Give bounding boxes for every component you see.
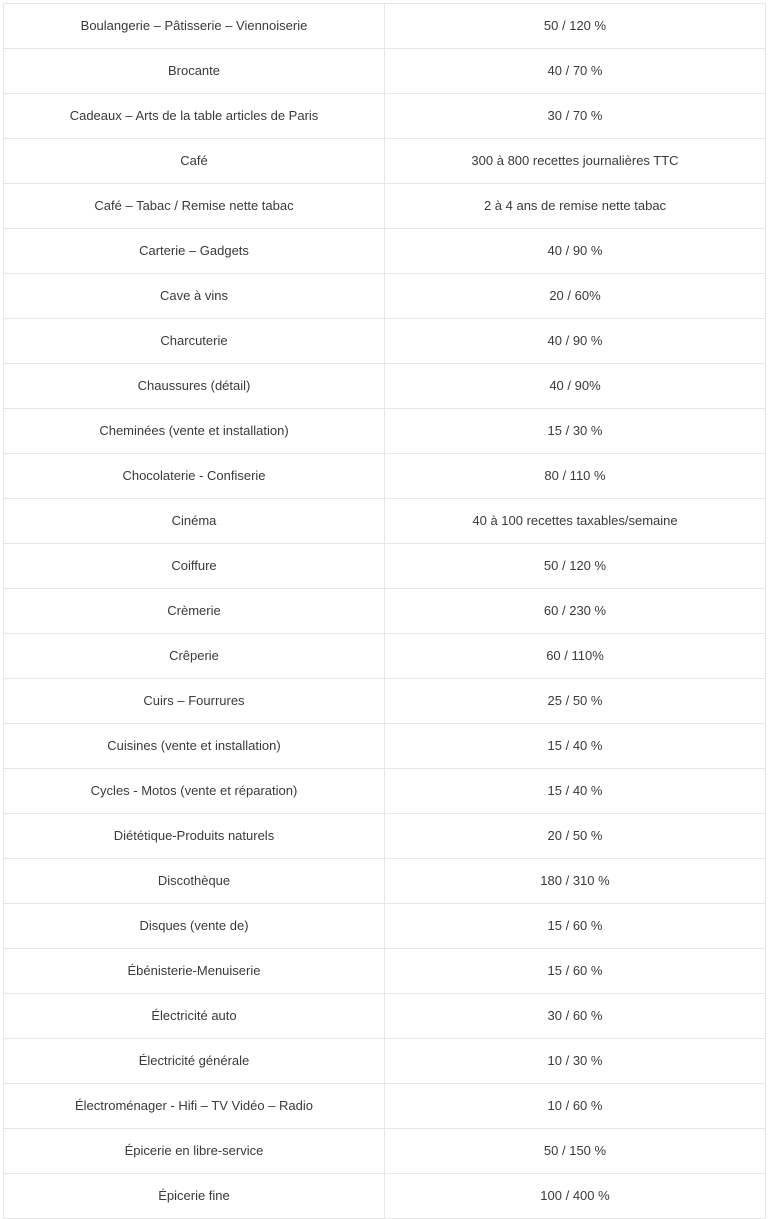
activity-cell: Discothèque <box>4 859 385 904</box>
activity-cell: Brocante <box>4 49 385 94</box>
activity-cell: Cuirs – Fourrures <box>4 679 385 724</box>
table-row <box>4 499 766 544</box>
valuation-cell: 2 à 4 ans de remise nette tabac <box>385 184 766 229</box>
activity-cell: Diététique-Produits naturels <box>4 814 385 859</box>
table-row <box>4 634 766 679</box>
activity-cell: Boulangerie – Pâtisserie – Viennoiserie <box>4 4 385 49</box>
activity-cell: Cuisines (vente et installation) <box>4 724 385 769</box>
valuation-cell: 50 / 120 % <box>385 4 766 49</box>
valuation-cell: 40 / 90% <box>385 364 766 409</box>
valuation-cell: 10 / 30 % <box>385 1039 766 1084</box>
table-row <box>4 904 766 949</box>
table-row <box>4 49 766 94</box>
table-row <box>4 409 766 454</box>
valuation-cell: 15 / 60 % <box>385 949 766 994</box>
valuation-table-body <box>4 4 766 1219</box>
valuation-cell: 15 / 40 % <box>385 724 766 769</box>
activity-cell: Électricité générale <box>4 1039 385 1084</box>
valuation-cell: 30 / 60 % <box>385 994 766 1039</box>
table-row <box>4 1039 766 1084</box>
table-row <box>4 94 766 139</box>
table-row <box>4 454 766 499</box>
table-row <box>4 589 766 634</box>
valuation-cell: 40 / 70 % <box>385 49 766 94</box>
valuation-cell: 40 à 100 recettes taxables/semaine <box>385 499 766 544</box>
table-row <box>4 769 766 814</box>
activity-cell: Crèmerie <box>4 589 385 634</box>
activity-cell: Épicerie fine <box>4 1174 385 1219</box>
activity-cell: Cheminées (vente et installation) <box>4 409 385 454</box>
activity-cell: Cave à vins <box>4 274 385 319</box>
valuation-cell: 100 / 400 % <box>385 1174 766 1219</box>
activity-cell: Ébénisterie-Menuiserie <box>4 949 385 994</box>
table-row <box>4 1174 766 1219</box>
activity-cell: Coiffure <box>4 544 385 589</box>
valuation-cell: 50 / 120 % <box>385 544 766 589</box>
table-row <box>4 544 766 589</box>
valuation-cell: 50 / 150 % <box>385 1129 766 1174</box>
activity-cell: Cadeaux – Arts de la table articles de Paris <box>4 94 385 139</box>
valuation-cell: 10 / 60 % <box>385 1084 766 1129</box>
valuation-cell: 60 / 110% <box>385 634 766 679</box>
table-row <box>4 319 766 364</box>
table-row <box>4 1084 766 1129</box>
valuation-table <box>3 3 766 1219</box>
valuation-cell: 25 / 50 % <box>385 679 766 724</box>
activity-cell: Carterie – Gadgets <box>4 229 385 274</box>
table-row <box>4 949 766 994</box>
valuation-cell: 60 / 230 % <box>385 589 766 634</box>
activity-cell: Cycles - Motos (vente et réparation) <box>4 769 385 814</box>
activity-cell: Électroménager - Hifi – TV Vidéo – Radio <box>4 1084 385 1129</box>
table-row <box>4 274 766 319</box>
table-row <box>4 724 766 769</box>
table-row <box>4 994 766 1039</box>
valuation-cell: 40 / 90 % <box>385 229 766 274</box>
activity-cell: Café <box>4 139 385 184</box>
valuation-cell: 40 / 90 % <box>385 319 766 364</box>
activity-cell: Chocolaterie - Confiserie <box>4 454 385 499</box>
activity-cell: Disques (vente de) <box>4 904 385 949</box>
valuation-cell: 20 / 60% <box>385 274 766 319</box>
activity-cell: Crêperie <box>4 634 385 679</box>
valuation-cell: 15 / 60 % <box>385 904 766 949</box>
activity-cell: Électricité auto <box>4 994 385 1039</box>
activity-cell: Épicerie en libre-service <box>4 1129 385 1174</box>
table-row <box>4 139 766 184</box>
table-row <box>4 859 766 904</box>
valuation-cell: 20 / 50 % <box>385 814 766 859</box>
table-row <box>4 184 766 229</box>
table-row <box>4 229 766 274</box>
table-row <box>4 4 766 49</box>
valuation-cell: 180 / 310 % <box>385 859 766 904</box>
table-row <box>4 814 766 859</box>
valuation-cell: 15 / 40 % <box>385 769 766 814</box>
table-row <box>4 679 766 724</box>
activity-cell: Café – Tabac / Remise nette tabac <box>4 184 385 229</box>
activity-cell: Charcuterie <box>4 319 385 364</box>
activity-cell: Cinéma <box>4 499 385 544</box>
activity-cell: Chaussures (détail) <box>4 364 385 409</box>
valuation-cell: 80 / 110 % <box>385 454 766 499</box>
valuation-cell: 30 / 70 % <box>385 94 766 139</box>
valuation-cell: 15 / 30 % <box>385 409 766 454</box>
table-row <box>4 1129 766 1174</box>
valuation-table-container <box>3 3 765 1219</box>
valuation-cell: 300 à 800 recettes journalières TTC <box>385 139 766 184</box>
table-row <box>4 364 766 409</box>
